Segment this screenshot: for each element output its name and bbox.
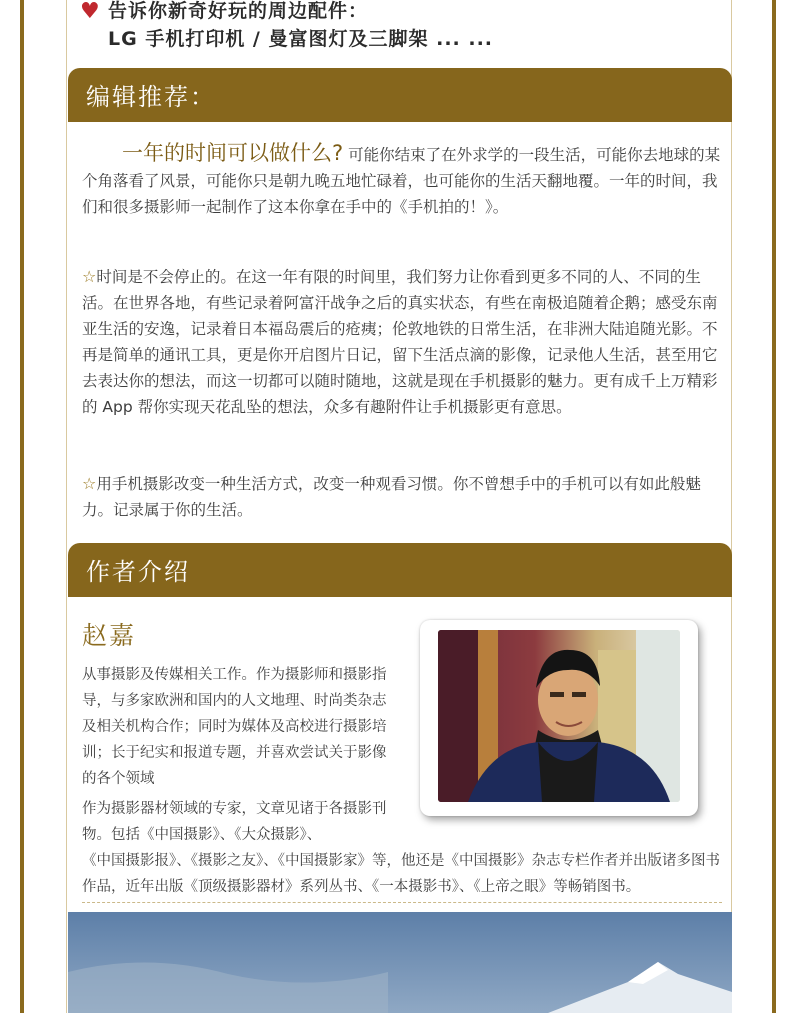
intro-line-2: LG 手机打印机 / 曼富图灯及三脚架 ... ...	[108, 28, 494, 50]
author-bio-2b: 《中国摄影报》、《摄影之友》、《中国摄影家》等，他还是《中国摄影》杂志专栏作者并出版诸多图书作品，近年出版《顶级摄影器材》系列丛书、《一本摄影书》、《上帝之眼》等畅销图书。	[82, 853, 720, 895]
right-inner-border	[731, 0, 732, 1013]
right-frame-border	[772, 0, 776, 1013]
section-divider	[82, 902, 722, 903]
editor-paragraph-3	[82, 471, 722, 523]
editor-paragraph-2-text: 时间是不会停止的。在这一年有限的时间里，我们努力让你看到更多不同的人、不同的生活。在世界各地，有些记录着阿富汗战争之后的真实状态，有些在南极追随着企鹅；感受东南亚生活的安逸，记录着日本福岛震后的疮痍；伦敦地铁的日常生活，在非洲大陆追随光影。不再是简单的通讯工具，更是你开启图片日记，留下生活点滴的影像，记录他人生活，甚至用它去表达你的想法，而这一切都可以随时随地，这就是现在手机摄影的魅力。更有成千上万精彩的 App 帮你实现天花乱坠的想法，众多有趣附件让手机摄影更有意思。	[82, 268, 718, 416]
author-intro-header: 作者介绍	[68, 543, 732, 597]
author-bio-2	[82, 796, 722, 900]
editor-paragraph-2	[82, 264, 722, 420]
author-bio-2a: 作为摄影器材领域的专家，文章见诸于各摄影刊物。包括《中国摄影》、《大众摄影》、	[82, 801, 387, 843]
intro-line-1: 告诉你新奇好玩的周边配件：	[108, 0, 369, 22]
author-photo	[438, 630, 680, 802]
star-outline-icon: ☆	[82, 474, 97, 493]
editor-paragraph-1	[82, 140, 722, 220]
left-frame-border	[20, 0, 24, 1013]
editor-recommend-header: 编辑推荐：	[68, 68, 732, 122]
heart-icon: ♥	[80, 0, 100, 24]
editor-paragraph-1-text: 可能你结束了在外求学的一段生活，可能你去地球的某个角落看了风景，可能你只是朝九晚五地忙碌着，也可能你的生活天翻地覆。一年的时间，我们和很多摄影师一起制作了这本你拿在手中的《手机拍的！》。	[82, 146, 721, 216]
landscape-image	[68, 912, 732, 1013]
author-portrait-image	[438, 630, 680, 802]
author-bio-1: 从事摄影及传媒相关工作。作为摄影师和摄影指导，与多家欧洲和国内的人文地理、时尚类杂志及相关机构合作；同时为媒体及高校进行摄影培训；长于纪实和报道专题，并喜欢尝试关于影像的各个领域	[82, 667, 387, 787]
left-inner-border	[66, 0, 67, 1013]
editor-paragraph-3-text: 用手机摄影改变一种生活方式，改变一种观看习惯。你不曾想手中的手机可以有如此般魅力。记录属于你的生活。	[82, 475, 701, 519]
author-name: 赵嘉	[82, 621, 137, 650]
star-outline-icon: ☆	[82, 267, 97, 286]
editor-lead-question: 一年的时间可以做什么?	[122, 141, 344, 165]
author-photo-card	[420, 620, 698, 816]
accessories-intro	[74, 0, 724, 56]
landscape-photo	[68, 912, 732, 1013]
